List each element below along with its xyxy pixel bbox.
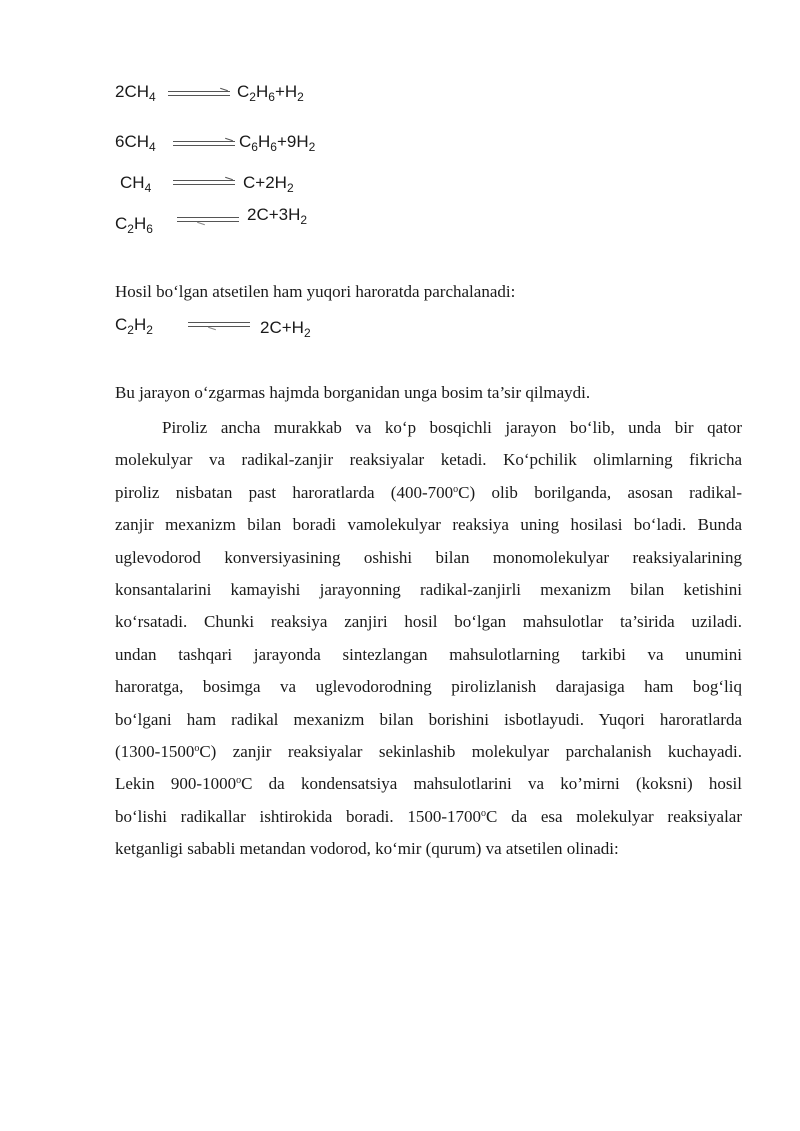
equation-1-lhs: $2CH_4$ [115,82,156,104]
acetylene-equation-lhs: $C_2H_2$ [115,315,153,337]
paragraph-line: (1300-1500$^o$C) zanjir reaksiyalar sekinlashib molekulyar parchalanish kuchayadi. [115,741,742,761]
equation-2-lhs: $6CH_4$ [115,132,156,154]
equilibrium-arrow-icon [173,141,235,147]
acetylene-equation [0,315,800,345]
equation-3-rhs: $C+2H_2$ [243,173,294,195]
equation-2-rhs: $C_6H_6+9H_2$ [239,132,316,154]
paragraph-line: Lekin 900-1000$^o$C da kondensatsiya mahsulotlarini va ko’mirni (koksni) hosil [115,774,742,794]
equation-2 [0,132,800,162]
paragraph-line: undan tashqari jarayonda sintezlangan mahsulotlarning tarkibi va unumini [115,644,742,664]
pyrolysis-paragraph [115,412,742,865]
paragraph-line: ketganligi sababli metandan vodorod, ko‘mir (qurum) va atsetilen olinadi: [115,839,619,859]
paragraph-line: molekulyar va radikal-zanjir reaksiyalar ketadi. Ko‘pchilik olimlarning fikricha [115,450,742,470]
equilibrium-arrow-icon [177,217,239,223]
equation-1 [0,82,800,112]
equation-3 [0,173,800,203]
degree-mark: o [194,742,200,754]
equilibrium-arrow-icon [168,91,230,97]
acetylene-equation-rhs: $2C+H_2$ [260,318,311,340]
paragraph-line: bo‘lgani ham radikal mexanizm bilan borishini isbotlayudi. Yuqori haroratlarda [115,709,742,729]
equilibrium-arrow-icon [173,180,235,186]
equation-4-rhs: $2C+3H_2$ [247,205,308,227]
paragraph-line: Piroliz ancha murakkab va ko‘p bosqichli jarayon bo‘lib, unda bir qator [162,418,742,437]
equation-4-lhs: $C_2H_6$ [115,214,153,236]
degree-mark: o [453,483,459,495]
paragraph-line: piroliz nisbatan past haroratlarda (400-700$^o$C) olib borilganda, asosan radikal- [115,482,742,502]
pressure-sentence: Bu jarayon o‘zgarmas hajmda borganidan unga bosim ta’sir qilmaydi. [115,383,591,402]
equation-3-lhs: $CH_4$ [120,173,152,195]
paragraph-line: zanjir mexanizm bilan boradi vamolekulyar reaksiya uning hosilasi bo‘ladi. Bunda [115,515,742,535]
equilibrium-arrow-icon [188,322,250,328]
degree-mark: o [236,775,242,787]
paragraph-line: konsantalarini kamayishi jarayonning radikal-zanjirli mexanizm bilan ketishini [115,579,742,599]
degree-mark: o [481,807,487,819]
paragraph-line: ko‘rsatadi. Chunki reaksiya zanjiri hosil bo‘lgan mahsulotlar ta’sirida uziladi. [115,612,742,632]
paragraph-line: bo‘lishi radikallar ishtirokida boradi. 1500-1700$^o$C da esa molekulyar reaksiyalar [115,806,742,826]
paragraph-line: haroratga, bosimga va uglevodorodning pirolizlanish darajasiga ham bog‘liq [115,677,742,697]
equation-4 [0,205,800,235]
equation-1-rhs: $C_2H_6+H_2$ [237,82,304,104]
intro-sentence: Hosil bo‘lgan atsetilen ham yuqori haroratda parchalanadi: [115,282,516,301]
paragraph-line: uglevodorod konversiyasining oshishi bilan monomolekulyar reaksiyalarining [115,547,742,567]
